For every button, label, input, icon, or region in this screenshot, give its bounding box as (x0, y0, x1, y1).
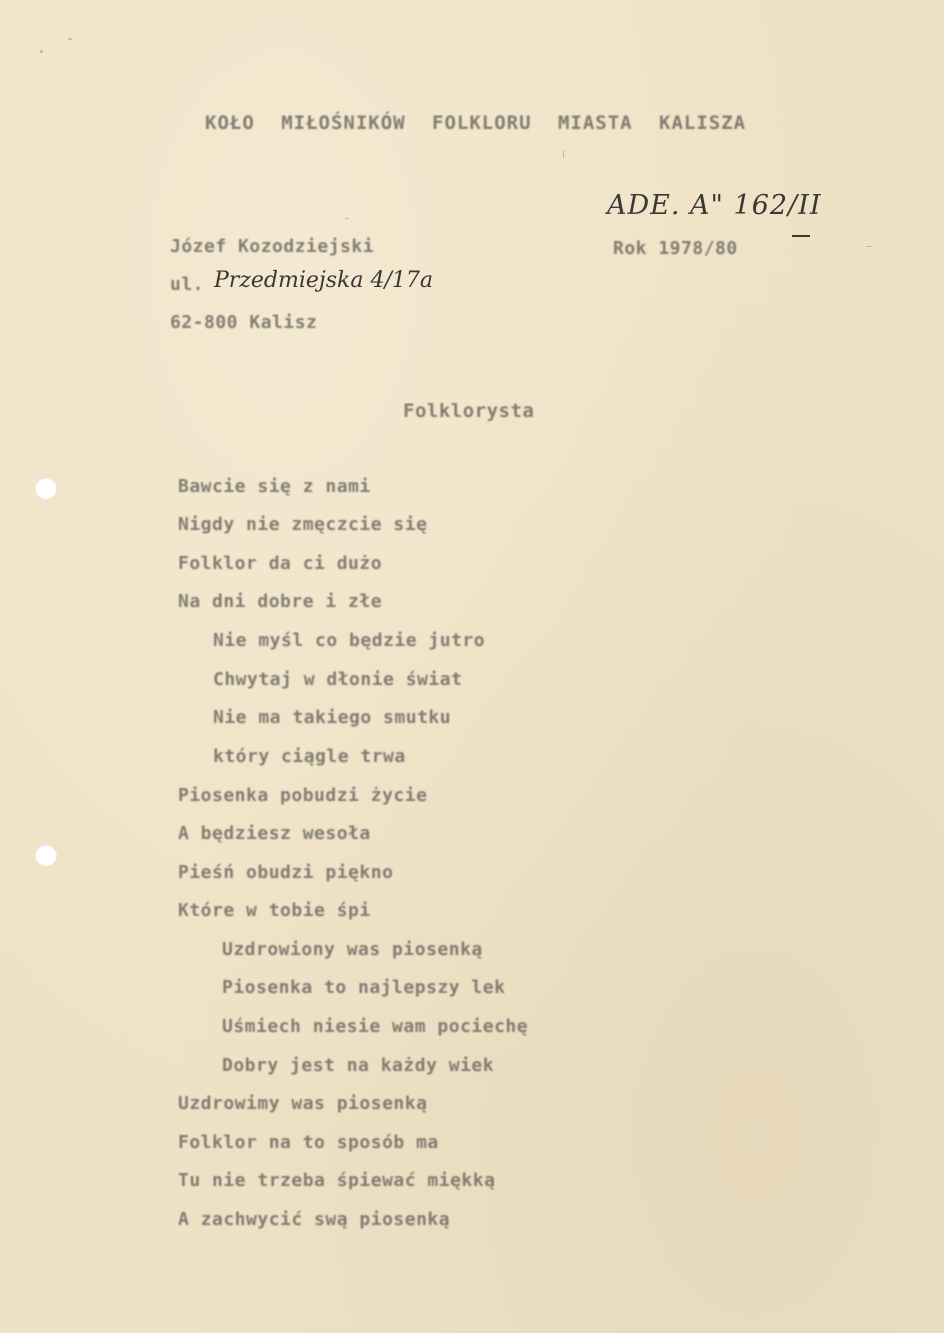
poem-line: Nie myśl co będzie jutro (213, 630, 486, 651)
archive-signature (607, 190, 821, 221)
archive-signature-text: ADE. A" 162/II (607, 190, 822, 221)
punch-hole (35, 477, 57, 499)
poem-line: A będziesz wesoła (178, 823, 371, 844)
poem-line: Uśmiech niesie wam pociechę (222, 1016, 529, 1037)
year-label: Rok 1978/80 (613, 238, 738, 259)
poem-line: Nie ma takiego smutku (213, 707, 452, 728)
organization-header: KOŁO MIŁOŚNIKÓW FOLKLORU MIASTA KALISZA (205, 112, 747, 134)
poem-line: Które w tobie śpi (178, 900, 371, 921)
poem-line: Piosenka pobudzi życie (178, 785, 428, 806)
paper-speck (563, 150, 564, 158)
poem-line: Dobry jest na każdy wiek (222, 1055, 495, 1076)
street-handwritten: Przedmiejska 4/17a (214, 268, 434, 293)
author-name: Józef Kozodziejski (170, 236, 375, 257)
poem-line: Na dni dobre i złe (178, 591, 383, 612)
poem-title: Folklorysta (403, 400, 535, 422)
poem-line: który ciągle trwa (213, 746, 406, 767)
poem-line: Chwytaj w dłonie świat (213, 669, 463, 690)
postal-city: 62-800 Kalisz (170, 312, 318, 333)
street-prefix: ul. (170, 274, 205, 295)
poem-line: Pieśń obudzi piękno (178, 862, 394, 883)
paper-speck (866, 246, 872, 247)
paper-speck (40, 50, 43, 53)
poem-line: Tu nie trzeba śpiewać miękką (178, 1170, 496, 1191)
poem-line: A zachwycić swą piosenką (178, 1209, 451, 1230)
poem-line: Folklor da ci dużo (178, 553, 383, 574)
poem-line: Nigdy nie zmęczcie się (178, 514, 428, 535)
punch-hole (35, 844, 57, 866)
paper-speck (345, 218, 349, 219)
poem-line: Uzdrowiony was piosenką (222, 939, 483, 960)
poem-line: Uzdrowimy was piosenką (178, 1093, 428, 1114)
poem-line: Folklor na to sposób ma (178, 1132, 439, 1153)
poem-line: Piosenka to najlepszy lek (222, 977, 506, 998)
poem-line: Bawcie się z nami (178, 476, 371, 497)
paper-speck (68, 38, 72, 40)
signature-underline (792, 235, 810, 237)
